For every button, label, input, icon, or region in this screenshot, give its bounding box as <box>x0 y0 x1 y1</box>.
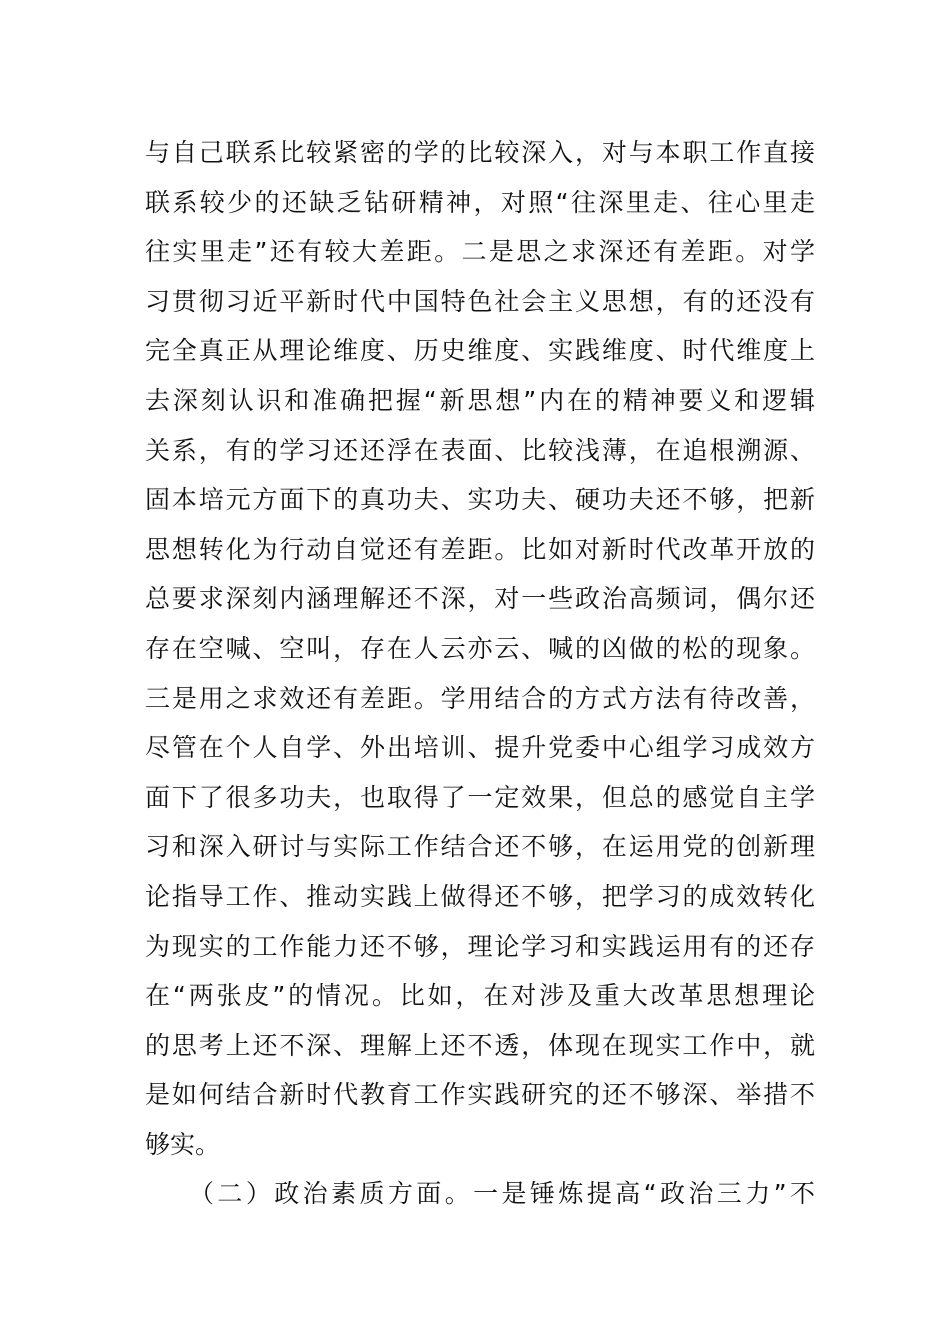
text-line: 为现实的工作能力还不够，理论学习和实践运用有的还存 <box>145 931 815 961</box>
text-line: 三是用之求效还有差距。学用结合的方式方法有待改善， <box>145 683 815 713</box>
text-line: 习和深入研讨与实际工作结合还不够，在运用党的创新理 <box>145 832 815 862</box>
text-line: 的思考上还不深、理解上还不透，体现在现实工作中，就 <box>145 1030 815 1060</box>
text-line: 是如何结合新时代教育工作实践研究的还不够深、举措不 <box>145 1080 815 1110</box>
text-line: 够实。 <box>145 1129 221 1159</box>
text-line: 总要求深刻内涵理解还不深，对一些政治高频词，偶尔还 <box>145 584 815 614</box>
text-line: 去深刻认识和准确把握“新思想”内在的精神要义和逻辑 <box>145 385 815 415</box>
text-line: 在“两张皮”的情况。比如，在对涉及重大改革思想理论 <box>145 981 815 1011</box>
text-line: 联系较少的还缺乏钻研精神，对照“往深里走、往心里走 <box>145 187 815 217</box>
text-line: 往实里走”还有较大差距。二是思之求深还有差距。对学 <box>145 237 815 267</box>
text-line: 尽管在个人自学、外出培训、提升党委中心组学习成效方 <box>145 733 815 763</box>
body-text <box>145 128 815 1219</box>
text-line: 论指导工作、推动实践上做得还不够，把学习的成效转化 <box>145 881 815 911</box>
text-line: 思想转化为行动自觉还有差距。比如对新时代改革开放的 <box>145 534 815 564</box>
text-line: 关系，有的学习还还浮在表面、比较浅薄，在追根溯源、 <box>145 435 815 465</box>
text-line: 习贯彻习近平新时代中国特色社会主义思想，有的还没有 <box>145 286 815 316</box>
text-line: 面下了很多功夫，也取得了一定效果，但总的感觉自主学 <box>145 782 815 812</box>
section-heading-line: （二）政治素质方面。一是锤炼提高“政治三力”不 <box>189 1179 815 1209</box>
text-line: 固本培元方面下的真功夫、实功夫、硬功夫还不够，把新 <box>145 485 815 515</box>
text-line: 完全真正从理论维度、历史维度、实践维度、时代维度上 <box>145 336 815 366</box>
text-line: 与自己联系比较紧密的学的比较深入，对与本职工作直接 <box>145 138 815 167</box>
text-line: 存在空喊、空叫，存在人云亦云、喊的凶做的松的现象。 <box>145 633 815 663</box>
